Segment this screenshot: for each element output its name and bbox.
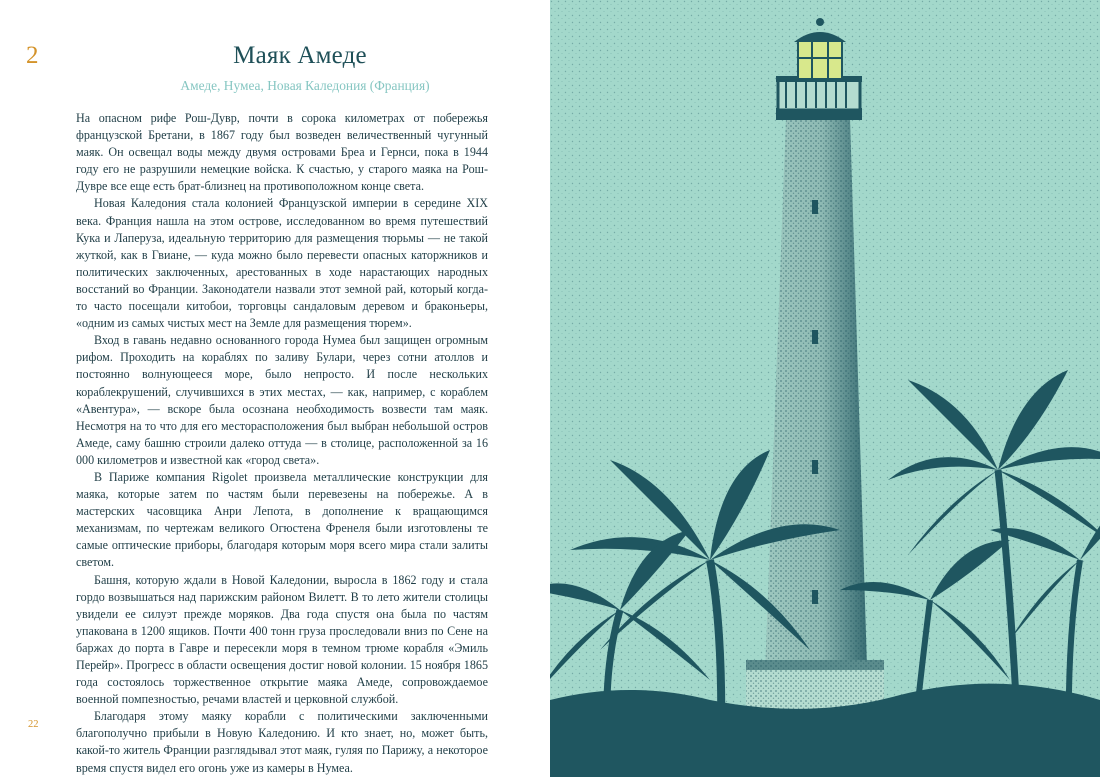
lighthouse-illustration: [550, 0, 1100, 777]
paragraph: Благодаря этому маяку корабли с политическими заключенными благополучно прибыли в Новую Каледонию. И кто знает, но, может быть, какой-то житель Франции разглядывал этот маяк, гуляя по Парижу, а некоторое время спустя видел его огонь уже из камеры в Нумеа.: [76, 709, 488, 775]
lighthouse-image: [550, 0, 1100, 777]
chapter-subtitle: Амеде, Нумеа, Новая Каледония (Франция): [180, 78, 430, 93]
paragraph: Новая Каледония стала колонией Французской империи в середине XIX века. Франция нашла на этом острове, исследованном во время путешествий Кука и Лаперуза, идеальную территорию для размещения тюрьмы — не такой жуткой, как в Гвиане, — куда можно было перевести опасных каторжников и политических заключенных, арестованных в ходе нарастающих народных восстаний во Франции. Законодатели назвали этот земной рай, который когда-то часто посещали китобои, торговцы сандаловым деревом и браконьеры, «одним из самых чистых мест на Земле для размещения тюрем».: [76, 196, 488, 331]
chapter-title: Маяк Амеде: [233, 42, 367, 69]
paragraph: В Париже компания Rigolet произвела металлические конструкции для маяка, которые затем по частям были перевезены на побережье. А в мастерских часовщика Анри Лепота, в дополнение к вращающимся механизмам, по чертежам великого Огюстена Френеля были изготовлены те самые оптические приборы, благодаря которым моря всего мира стали залиты светом.: [76, 469, 488, 570]
page-number: 22: [28, 719, 39, 730]
paragraph: Вход в гавань недавно основанного города Нумеа был защищен огромным рифом. Проходить на кораблях по заливу Булари, через сотни атоллов и постоянно волнующееся море, было непросто. И после нескольких кораблекрушений, случившихся в этих местах, — как, например, с кораблем «Авентура», — вскоре была осознана необходимость возвести там маяк. Несмотря на то что для его месторасположения был выбран небольшой остров Амеде, саму башню строили далеко оттуда — в столице, расположенной за 16 000 километров и известной как «город света».: [76, 333, 488, 467]
paragraph: На опасном рифе Рош-Дувр, почти в сорока километрах от побережья французской Бретани, в 1867 году был возведен величественный чугунный маяк. Он освещал воды между двумя островами Бреа и Гернси, пока в 1944 году его не разрушили немецкие войска. К счастью, у старого маяка на Рош-Дувре все еще есть брат-близнец на противоположном конце света.: [76, 111, 488, 194]
paragraph: Башня, которую ждали в Новой Каледонии, выросла в 1862 году и стала гордо возвышаться над парижским районом Вилетт. В то лето жители столицы увидели ее силуэт прежде моряков. Два года спустя она была по частям упакована в 1200 ящиков. Почти 400 тонн груза проследовали вниз по Сене на баржах до порта в Гавре и пересекли моря в темном трюме корабля «Эмиль Перейр». Прогресс в области освещения достиг новой колонии. 15 ноября 1865 года состоялось торжественное открытие маяка Амеде, сопровождаемое военной помпезностью, речами властей и церковной службой.: [76, 572, 488, 707]
chapter-number: 2: [26, 42, 39, 69]
body-text: [76, 110, 488, 777]
